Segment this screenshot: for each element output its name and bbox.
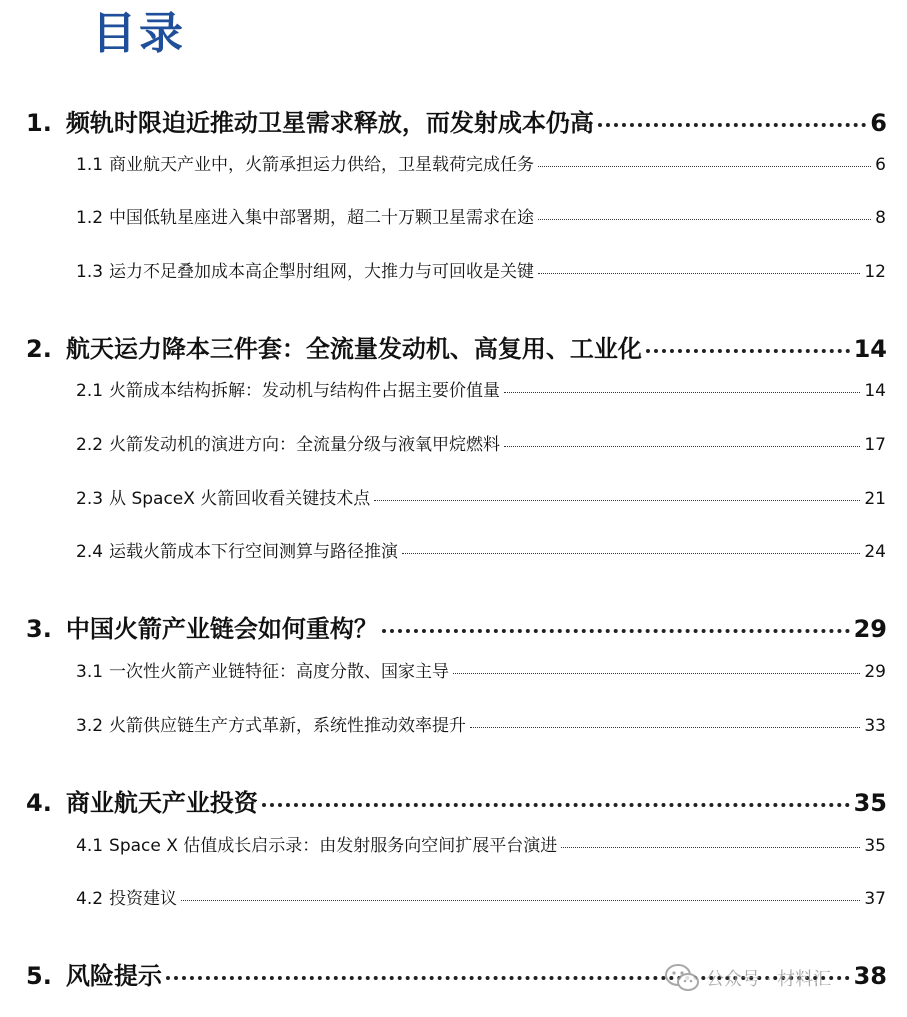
toc-text: 一次性火箭产业链特征：高度分散、国家主导 <box>109 662 450 682</box>
toc-number: 2. <box>26 335 52 363</box>
toc-page-number: 8 <box>875 208 886 228</box>
toc-page-number: 24 <box>864 542 886 562</box>
dot-leader <box>453 673 860 674</box>
toc-number: 2.3 <box>76 489 104 509</box>
toc-number: 1.3 <box>76 262 104 282</box>
toc-page-number: 17 <box>864 435 886 455</box>
toc-page-number: 35 <box>864 836 886 856</box>
toc-text: 频轨时限迫近推动卫星需求释放，而发射成本仍高 <box>65 109 594 137</box>
toc-text: 中国火箭产业链会如何重构？ <box>65 615 378 643</box>
toc-number: 1.2 <box>76 208 104 228</box>
toc-number: 2.1 <box>76 381 104 401</box>
toc-page-number: 14 <box>853 335 887 363</box>
toc-page-number: 37 <box>864 889 886 909</box>
toc-number: 3. <box>26 615 52 643</box>
toc-text: Space X 估值成长启示录：由发射服务向空间扩展平台演进 <box>109 836 558 856</box>
toc-number: 4.2 <box>76 889 104 909</box>
toc-number: 2.2 <box>76 435 104 455</box>
dot-leader <box>470 727 860 728</box>
toc-text: 火箭供应链生产方式革新，系统性推动效率提升 <box>109 716 467 736</box>
toc-page-number: 21 <box>864 489 886 509</box>
toc-text: 运力不足叠加成本高企掣肘组网，大推力与可回收是关键 <box>109 262 535 282</box>
dot-leader <box>646 349 850 353</box>
toc-text: 投资建议 <box>109 889 178 909</box>
toc-text: 风险提示 <box>65 962 162 990</box>
toc-section-2[interactable] <box>26 329 887 364</box>
toc-number: 4. <box>26 789 52 817</box>
toc-subsection-4-1[interactable] <box>76 831 886 856</box>
toc-page-number: 14 <box>864 381 886 401</box>
toc-number: 3.1 <box>76 662 104 682</box>
toc-subsection-3-2[interactable] <box>76 711 886 736</box>
dot-leader <box>538 166 871 167</box>
toc-text: 航天运力降本三件套：全流量发动机、高复用、工业化 <box>65 335 642 363</box>
dot-leader <box>504 392 860 393</box>
toc-text: 火箭成本结构拆解：发动机与结构件占据主要价值量 <box>109 381 501 401</box>
toc-subsection-2-2[interactable] <box>76 430 886 455</box>
toc-subsection-4-2[interactable] <box>76 884 886 909</box>
toc-number: 4.1 <box>76 836 104 856</box>
page-title: 目录 <box>92 8 186 59</box>
toc-subsection-2-1[interactable] <box>76 376 886 401</box>
toc-subsection-2-3[interactable] <box>76 484 886 509</box>
toc-page-number: 33 <box>864 716 886 736</box>
toc-page-number: 38 <box>853 962 887 990</box>
toc-number: 2.4 <box>76 542 104 562</box>
toc-subsection-2-4[interactable] <box>76 537 886 562</box>
watermark-text: 公众号 · 材料汇 <box>706 969 832 990</box>
dot-leader <box>382 629 850 633</box>
toc-number: 1.1 <box>76 155 104 175</box>
dot-leader <box>598 123 866 127</box>
toc-page-number: 6 <box>875 155 886 175</box>
dot-leader <box>538 273 860 274</box>
dot-leader <box>561 847 860 848</box>
toc-text: 商业航天产业中，火箭承担运力供给，卫星载荷完成任务 <box>109 155 535 175</box>
toc-page-number: 6 <box>870 109 887 137</box>
toc-text: 火箭发动机的演进方向：全流量分级与液氧甲烷燃料 <box>109 435 501 455</box>
dot-leader <box>181 900 860 901</box>
toc-page-number: 35 <box>853 789 887 817</box>
toc-subsection-1-3[interactable] <box>76 257 886 282</box>
toc-subsection-3-1[interactable] <box>76 657 886 682</box>
toc-number: 1. <box>26 109 52 137</box>
toc-section-3[interactable] <box>26 609 887 644</box>
dot-leader <box>504 446 860 447</box>
toc-number: 3.2 <box>76 716 104 736</box>
wechat-icon <box>664 963 700 993</box>
toc-text: 中国低轨星座进入集中部署期，超二十万颗卫星需求在途 <box>109 208 535 228</box>
dot-leader <box>262 803 850 807</box>
toc-text: 从 SpaceX 火箭回收看关键技术点 <box>109 489 371 509</box>
dot-leader <box>402 553 860 554</box>
toc-subsection-1-1[interactable] <box>76 150 886 175</box>
toc-number: 5. <box>26 962 52 990</box>
dot-leader <box>538 219 871 220</box>
toc-page-number: 29 <box>864 662 886 682</box>
toc-text: 运载火箭成本下行空间测算与路径推演 <box>109 542 399 562</box>
toc-page-number: 12 <box>864 262 886 282</box>
toc-page-number: 29 <box>853 615 887 643</box>
dot-leader <box>374 500 860 501</box>
toc-section-4[interactable] <box>26 783 887 818</box>
watermark <box>664 963 831 993</box>
toc-text: 商业航天产业投资 <box>65 789 258 817</box>
toc-section-1[interactable] <box>26 103 887 138</box>
toc-subsection-1-2[interactable] <box>76 203 886 228</box>
